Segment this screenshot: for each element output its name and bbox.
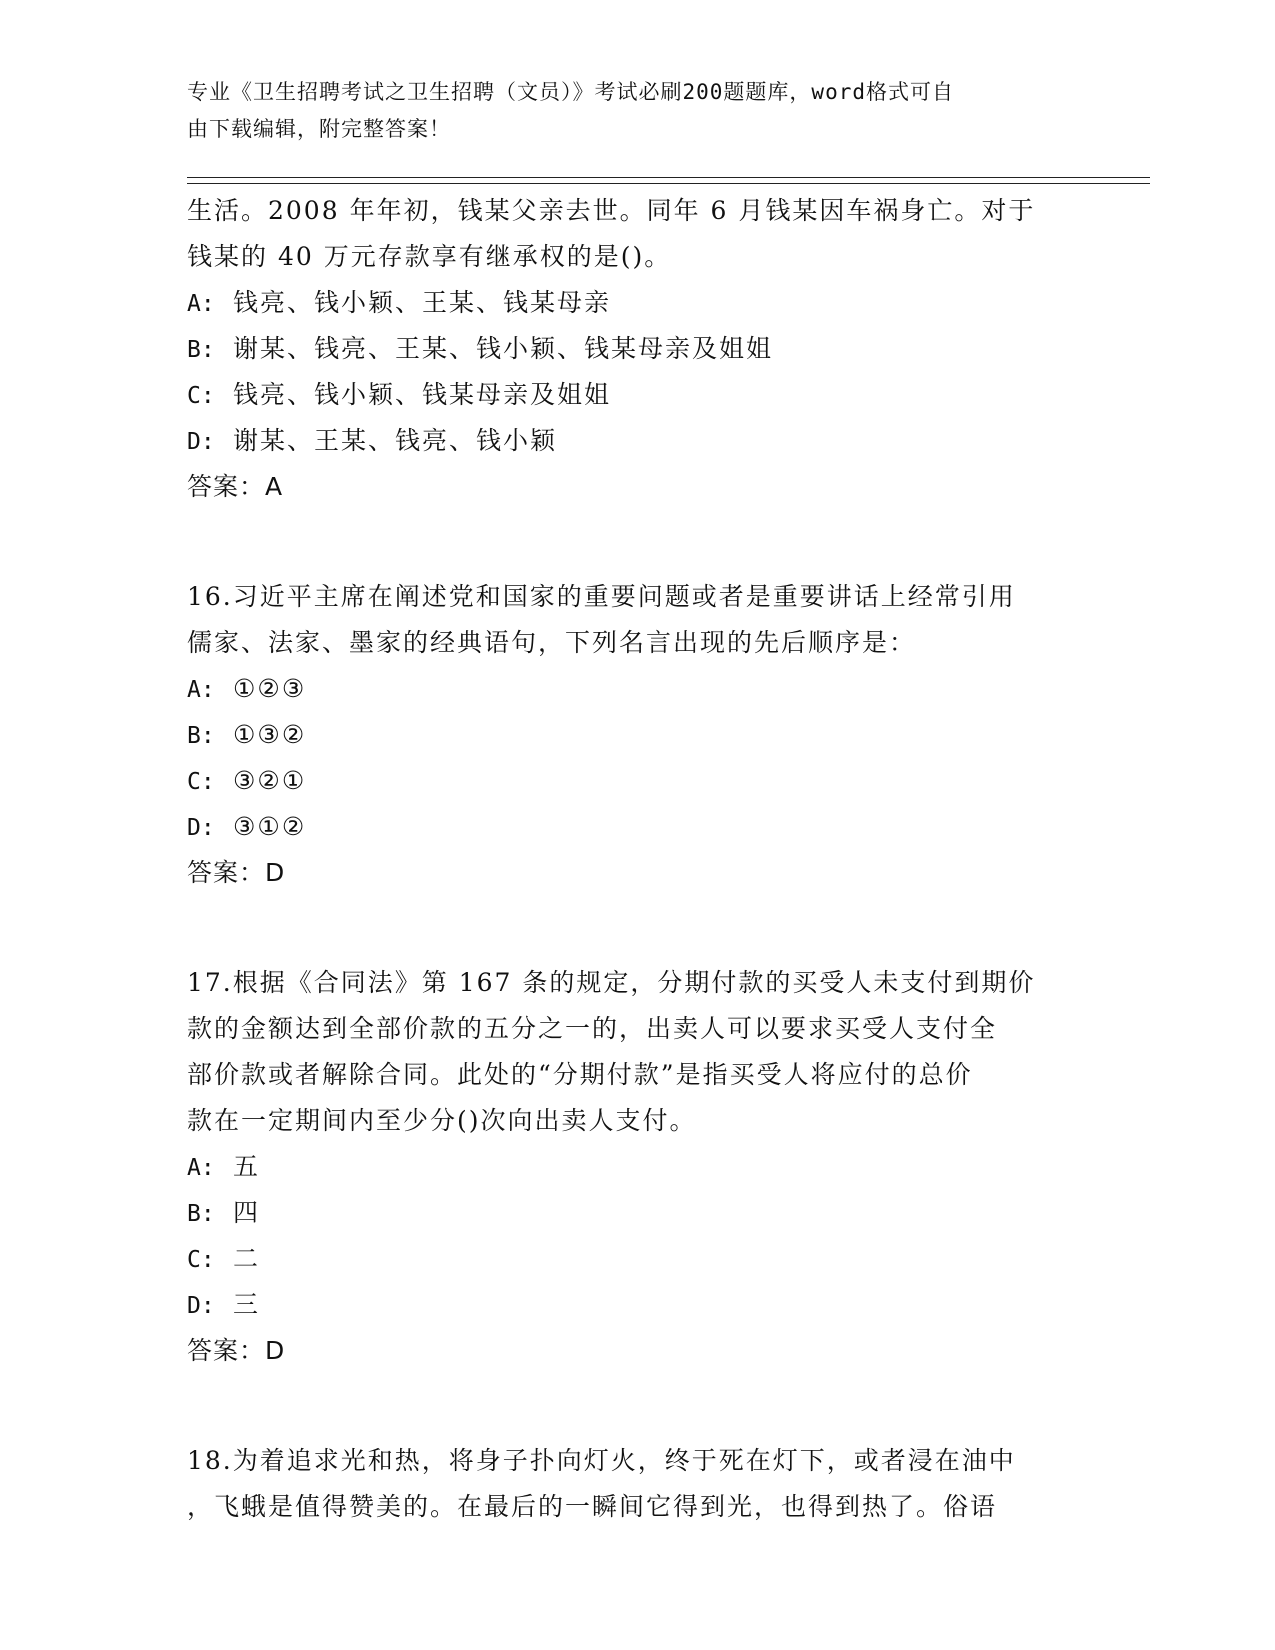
header-divider-top bbox=[187, 177, 1150, 178]
option-text: 三 bbox=[233, 1290, 261, 1319]
option-b bbox=[187, 1190, 1067, 1236]
option-d bbox=[187, 418, 1067, 464]
option-key: A: bbox=[187, 677, 215, 703]
option-text: ③②① bbox=[233, 766, 307, 795]
option-key: B: bbox=[187, 723, 215, 749]
question-text-line: ，飞蛾是值得赞美的。在最后的一瞬间它得到光，也得到热了。俗语 bbox=[187, 1492, 998, 1521]
question-text-line: 款的金额达到全部价款的五分之一的，出卖人可以要求买受人支付全 bbox=[187, 1014, 998, 1043]
option-a bbox=[187, 1144, 1067, 1190]
option-text: 四 bbox=[233, 1198, 261, 1227]
question-text-line: 款在一定期间内至少分()次向出卖人支付。 bbox=[187, 1106, 697, 1135]
option-key: C: bbox=[187, 1247, 215, 1273]
question-text-line: 生活。2008 年年初，钱某父亲去世。同年 6 月钱某因车祸身亡。对于 bbox=[187, 196, 1036, 225]
question-17 bbox=[187, 960, 1067, 1374]
option-key: D: bbox=[187, 429, 215, 455]
option-a bbox=[187, 280, 1067, 326]
question-text-line: 17.根据《合同法》第 167 条的规定，分期付款的买受人未支付到期价 bbox=[187, 968, 1036, 997]
option-key: C: bbox=[187, 769, 215, 795]
option-key: B: bbox=[187, 337, 215, 363]
option-text: 五 bbox=[233, 1152, 261, 1181]
option-text: 钱亮、钱小颖、钱某母亲及姐姐 bbox=[233, 380, 612, 409]
option-c bbox=[187, 1236, 1067, 1282]
option-key: A: bbox=[187, 1155, 215, 1181]
option-text: ①②③ bbox=[233, 674, 307, 703]
option-key: D: bbox=[187, 1293, 215, 1319]
question-text-line: 部价款或者解除合同。此处的“分期付款”是指买受人将应付的总价 bbox=[187, 1060, 973, 1089]
answer-line: 答案：D bbox=[187, 858, 286, 887]
option-text: 谢某、王某、钱亮、钱小颖 bbox=[233, 426, 558, 455]
question-text-line: 儒家、法家、墨家的经典语句，下列名言出现的先后顺序是： bbox=[187, 628, 917, 657]
option-text: 谢某、钱亮、王某、钱小颖、钱某母亲及姐姐 bbox=[233, 334, 774, 363]
question-spacer bbox=[187, 896, 1067, 960]
question-text-line: 18.为着追求光和热，将身子扑向灯火，终于死在灯下，或者浸在油中 bbox=[187, 1446, 1016, 1475]
option-key: B: bbox=[187, 1201, 215, 1227]
answer-line: 答案：A bbox=[187, 472, 284, 501]
question-15 bbox=[187, 188, 1067, 510]
option-b bbox=[187, 326, 1067, 372]
option-text: ①③② bbox=[233, 720, 307, 749]
question-18 bbox=[187, 1438, 1067, 1530]
header-line-2: 由下载编辑，附完整答案！ bbox=[187, 117, 451, 141]
option-text: ③①② bbox=[233, 812, 307, 841]
option-a bbox=[187, 666, 1067, 712]
option-text: 钱亮、钱小颖、王某、钱某母亲 bbox=[233, 288, 612, 317]
answer-line: 答案：D bbox=[187, 1336, 286, 1365]
option-b bbox=[187, 712, 1067, 758]
header-line-1: 专业《卫生招聘考试之卫生招聘（文员）》考试必刷200题题库，word格式可自 bbox=[187, 80, 954, 104]
option-d bbox=[187, 1282, 1067, 1328]
option-key: D: bbox=[187, 815, 215, 841]
question-content bbox=[187, 188, 1067, 1530]
option-c bbox=[187, 372, 1067, 418]
option-c bbox=[187, 758, 1067, 804]
question-text-line: 钱某的 40 万元存款享有继承权的是()。 bbox=[187, 242, 672, 271]
question-16 bbox=[187, 574, 1067, 896]
question-spacer bbox=[187, 1374, 1067, 1438]
question-text-line: 16.习近平主席在阐述党和国家的重要问题或者是重要讲话上经常引用 bbox=[187, 582, 1016, 611]
document-header bbox=[187, 74, 1067, 148]
header-divider-bottom bbox=[187, 183, 1150, 184]
option-text: 二 bbox=[233, 1244, 261, 1273]
option-key: C: bbox=[187, 383, 215, 409]
question-spacer bbox=[187, 510, 1067, 574]
option-d bbox=[187, 804, 1067, 850]
option-key: A: bbox=[187, 291, 215, 317]
